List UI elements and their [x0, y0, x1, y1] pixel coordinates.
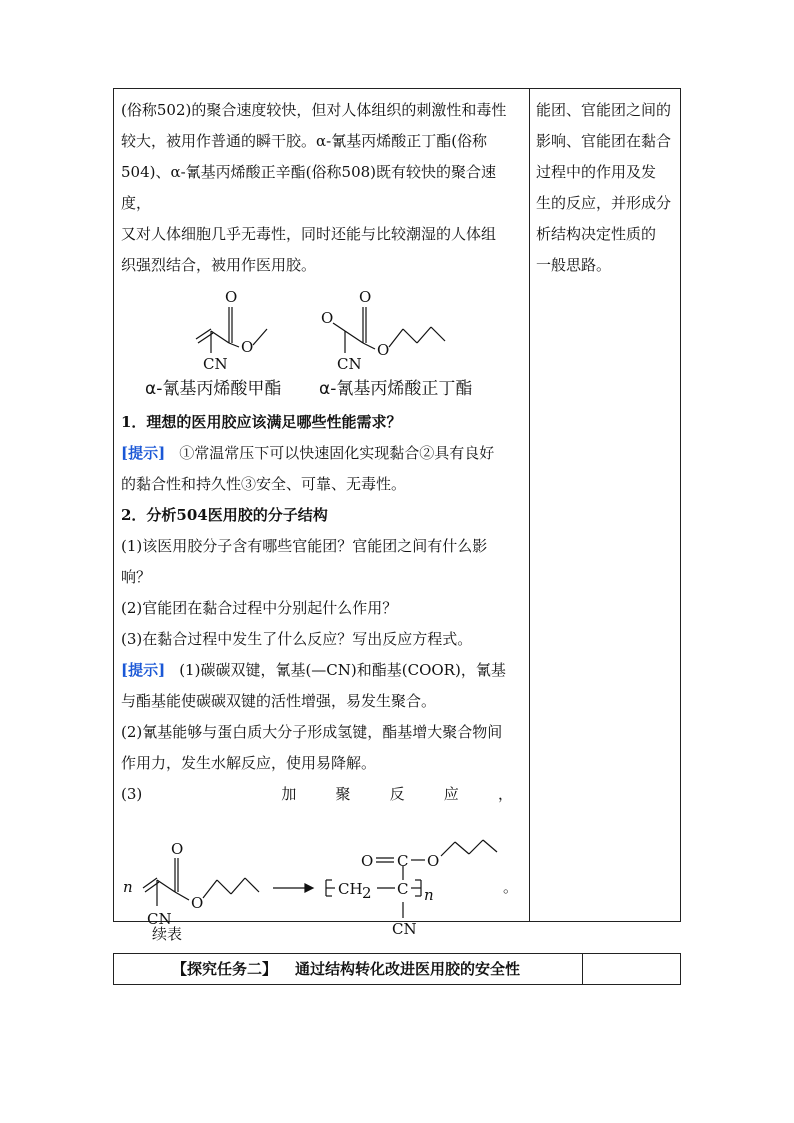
word: 聚	[335, 785, 351, 803]
atom-o: O	[191, 894, 204, 912]
tip-label: [提示]	[121, 444, 166, 462]
atom-c: C	[397, 880, 409, 898]
column-divider	[582, 954, 583, 984]
atom-o: O	[361, 852, 374, 870]
methyl-cyanoacrylate-structure	[181, 287, 281, 377]
question-2: 2．分析504医用胶的分子结构	[121, 506, 328, 524]
side-line-1: 能团、官能团之间的	[536, 101, 672, 119]
answer-1-line-1	[121, 438, 525, 469]
continuation-label: 续表	[152, 925, 183, 943]
question-2-1-line-1: (1)该医用胶分子含有哪些官能团？官能团之间有什么影	[121, 537, 488, 555]
intro-line-1: (俗称502)的聚合速度较快，但对人体组织的刺激性和毒性	[121, 101, 507, 119]
reaction-arrow	[273, 884, 313, 892]
next-table	[113, 953, 681, 985]
answer-1-text: ①常温常压下可以快速固化实现黏合②具有良好	[179, 444, 495, 462]
caption-butyl: α-氰基丙烯酸正丁酯	[319, 379, 473, 399]
butyl-cyanoacrylate-structure	[317, 287, 457, 377]
atom-o: O	[171, 840, 184, 858]
side-line-3: 过程中的作用及发	[536, 163, 657, 181]
atom-o: O	[359, 288, 372, 306]
subscript-n: n	[424, 886, 434, 904]
side-line-4: 生的反应，并形成分	[536, 194, 672, 212]
answer-2-2-line-2: 作用力，发生水解反应，使用易降解。	[121, 754, 377, 772]
main-column	[121, 95, 525, 958]
word: 加	[281, 785, 297, 803]
tip-label: [提示]	[121, 661, 166, 679]
side-line-6: 一般思路。	[536, 256, 612, 274]
intro-line-2: 较大，被用作普通的瞬干胶。α-氰基丙烯酸正丁酯(俗称	[121, 132, 488, 150]
answer-1-line-2: 的黏合性和持久性③安全、可靠、无毒性。	[121, 475, 407, 493]
atom-cn: CN	[337, 355, 362, 373]
word: 应	[443, 785, 459, 803]
atom-cn: CN	[147, 910, 172, 928]
intro-line-3: 504)、α-氰基丙烯酸正辛酯(俗称508)既有较快的聚合速度，	[121, 163, 497, 212]
atom-cn: CN	[392, 920, 417, 938]
answer-2-1-line-1	[121, 655, 525, 686]
answer-2-2-line-1: (2)氰基能够与蛋白质大分子形成氢键，酯基增大聚合物间	[121, 723, 503, 741]
atom-o: O	[225, 288, 238, 306]
word: (3)	[121, 785, 143, 803]
answer-2-1-line-2: 与酯基能使碳碳双键的活性增强，易发生聚合。	[121, 692, 437, 710]
side-line-2: 影响、官能团在黏合	[536, 132, 672, 150]
atom-cn: CN	[203, 355, 228, 373]
atom-o: O	[377, 341, 390, 359]
task-bracket: 【探究任务二】	[172, 960, 278, 978]
atom-o: O	[321, 309, 334, 327]
question-2-3: (3)在黏合过程中发生了什么反应？写出反应方程式。	[121, 630, 473, 648]
task-title: 通过结构转化改进医用胶的安全性	[295, 960, 521, 978]
caption-methyl: α-氰基丙烯酸甲酯	[145, 379, 282, 399]
side-line-5: 析结构决定性质的	[536, 225, 657, 243]
ch2-group: CH	[338, 880, 363, 898]
question-2-1-line-2: 响？	[121, 568, 152, 586]
atom-o: O	[241, 338, 254, 356]
answer-2-3-heading	[121, 779, 513, 810]
side-column	[536, 95, 678, 281]
end-mark: 。	[503, 878, 519, 896]
structure-figures	[121, 281, 525, 407]
intro-line-5: 织强烈结合，被用作医用胶。	[121, 256, 317, 274]
task-heading	[172, 958, 520, 980]
atom-c: C	[397, 852, 409, 870]
answer-2-1-text: (1)碳碳双键，氰基(—CN)和酯基(COOR)，氰基	[179, 661, 506, 679]
coefficient-n: n	[123, 878, 133, 896]
ch2-subscript: 2	[362, 884, 372, 902]
word: ，	[497, 785, 513, 803]
column-divider	[529, 89, 530, 921]
word: 反	[389, 785, 405, 803]
question-2-2: (2)官能团在黏合过程中分别起什么作用？	[121, 599, 398, 617]
intro-line-4: 又对人体细胞几乎无毒性，同时还能与比较潮湿的人体组	[121, 225, 497, 243]
atom-o: O	[427, 852, 440, 870]
question-1: 1．理想的医用胶应该满足哪些性能需求？	[121, 413, 402, 431]
